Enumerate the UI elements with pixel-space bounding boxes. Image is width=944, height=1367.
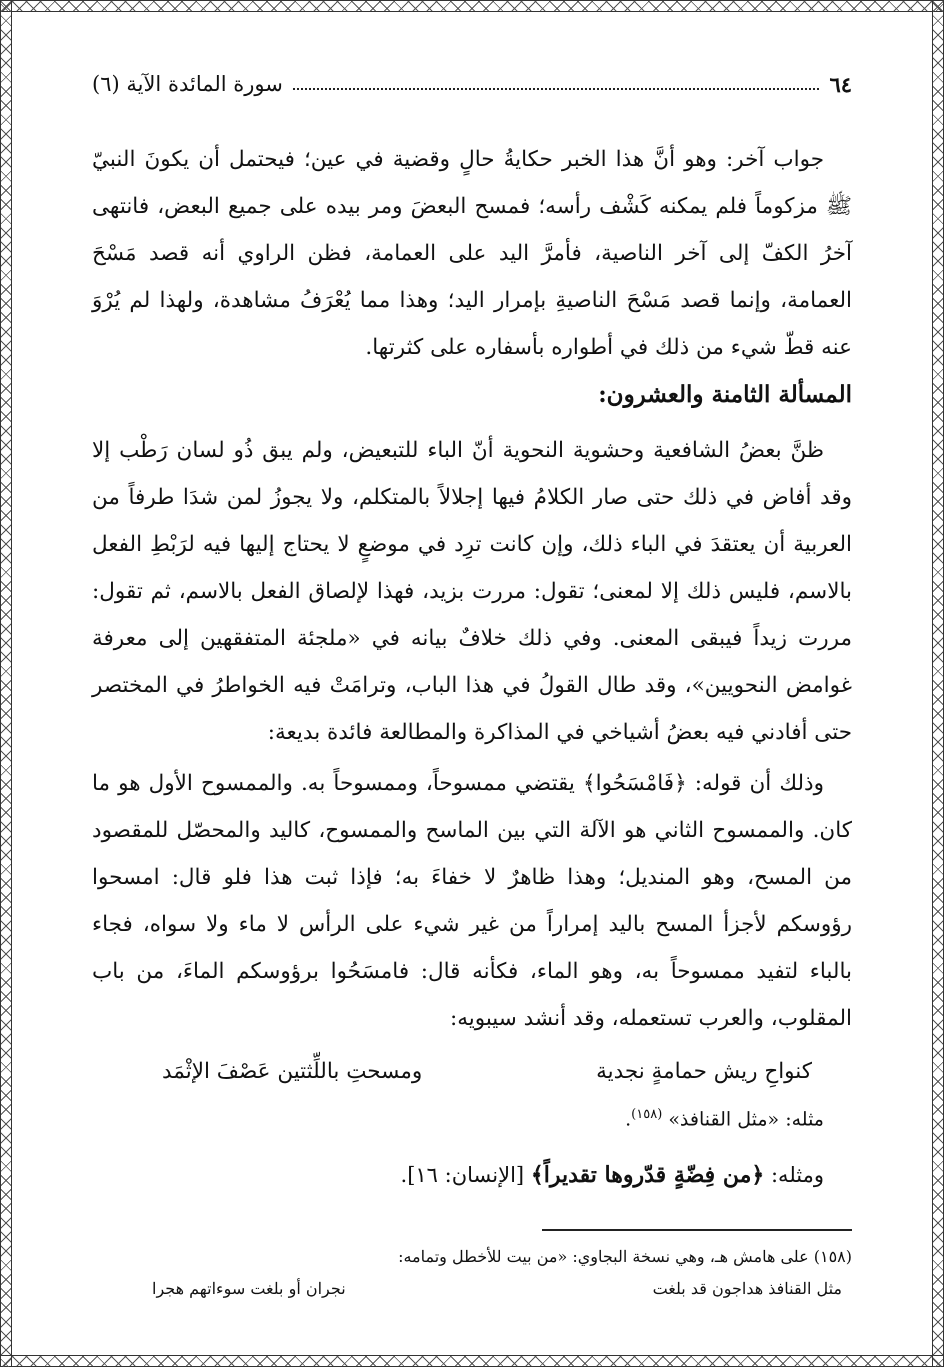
- paragraph-2: ظنَّ بعضُ الشافعية وحشوية النحوية أنّ الباء للتبعيض، ولم يبق ذُو لسان رَطْب إلا وقد أفاض في ذلك حتى صار الكلامُ فيها إجلالاً بالمتكلم، ولا يجوزُ لمن شدَا طرفاً من العربية أن يعتقدَ في الباء ذلك، وإن كانت ترِد في موضعٍ لا يحتاج إليها فيه لرَبْطِ الفعل بالاسم، فليس ذلك إلا لمعنى؛ تقول: مررت بزيد، فهذا لإلصاق الفعل بالاسم، ثم تقول: مررت زيداً فيبقى المعنى. وفي ذلك خلافٌ بيانه في «ملجئة المتفقهين إلى معرفة غوامض النحويين»، وقد طال القولُ في هذا الباب، وترامَتْ فيه الخواطرُ في المختصر حتى أفادني فيه بعضُ أشياخي في المذاكرة والمطالعة فائدة بديعة:: [92, 438, 852, 745]
- example-2-prefix: ومثله:: [770, 1163, 824, 1188]
- footnote-verse: [92, 1271, 852, 1303]
- frame-border-right: [932, 0, 944, 1367]
- footnote-verse-first: مثل القنافذ هداجون قد بلغت: [652, 1279, 842, 1299]
- footnote-separator: [542, 1229, 852, 1231]
- quran-quote: ﴿من فِضّةٍ قدّروها تقديراً﴾: [530, 1162, 765, 1189]
- section-heading: المسألة الثامنة والعشرون:: [598, 381, 852, 408]
- header-title: سورة المائدة الآية (٦): [92, 72, 283, 96]
- running-header: [92, 64, 852, 104]
- page-number: ٦٤: [829, 71, 852, 97]
- example-1-suffix: .: [625, 1108, 632, 1131]
- poetry-verse: [92, 1048, 852, 1095]
- footnote-verse-second: نجران أو بلغت سوءاتهم هجرا: [152, 1279, 346, 1299]
- paragraph-1: جواب آخر: وهو أنَّ هذا الخبر حكايةُ حالٍ وقضية في عين؛ فيحتمل أن يكونَ النبيّ ﷺ مزكوماً فلم يمكنه كَشْف رأسه؛ فمسح البعضَ ومر بيده على جميع البعض، فانتهى آخرُ الكفّ إلى آخر الناصية، فأمرَّ اليد على العمامة، فظن الراوي أنه قصد مَسْحَ العمامة، وإنما قصد مَسْحَ الناصيةِ بإمرار اليد؛ وهذا مما يُعْرَفُ مشاهدة، ولهذا لم يُرْوَ عنه قطّ شيء من ذلك في أطواره بأسفاره على كثرتها.: [92, 147, 852, 360]
- frame-border-top: [0, 0, 944, 12]
- example-line-2: [92, 1149, 852, 1201]
- verse-second-hemistich: ومسحتِ باللِّثتين عَصْفَ الإثْمَد: [162, 1059, 423, 1084]
- example-1-text: مثله: «مثل القنافذ»: [668, 1108, 824, 1131]
- footnote: [92, 1243, 852, 1303]
- page-body: [92, 64, 852, 1303]
- frame-border-bottom: [0, 1355, 944, 1367]
- paragraph-3: وذلك أن قوله: ﴿فَامْسَحُوا﴾ يقتضي ممسوحاً، وممسوحاً به. والممسوح الأول هو ما كان. والممسوح الثاني هو الآلة التي بين الماسح والممسوح، كاليد والمحصّل للمقصود من المسح، وهو المنديل؛ وهذا ظاهرٌ لا خفاءَ به؛ فإذا ثبت هذا فلو قال: امسحوا رؤوسكم لأجزأ المسح باليد إمراراً من غير شيء على الرأس لا ماء ولا سواه، فجاء بالباء لتفيد ممسوحاً به، وهو الماء، فكأنه قال: فامسَحُوا برؤوسكم الماءَ، من باب المقلوب، والعرب تستعمله، وقد أنشد سيبويه:: [92, 771, 852, 1031]
- verse-first-hemistich: كنواحِ ريش حمامةٍ نجدية: [596, 1059, 812, 1084]
- header-dot-leader: [293, 88, 820, 90]
- quran-citation: [الإنسان: ١٦].: [400, 1163, 525, 1188]
- footnote-text: (١٥٨) على هامش هـ، وهي نسخة البجاوي: «من بيت للأخطل وتمامه:: [398, 1247, 852, 1267]
- frame-border-left: [0, 0, 12, 1367]
- example-line-1: [92, 1095, 852, 1139]
- footnote-reference: (١٥٨): [631, 1107, 663, 1122]
